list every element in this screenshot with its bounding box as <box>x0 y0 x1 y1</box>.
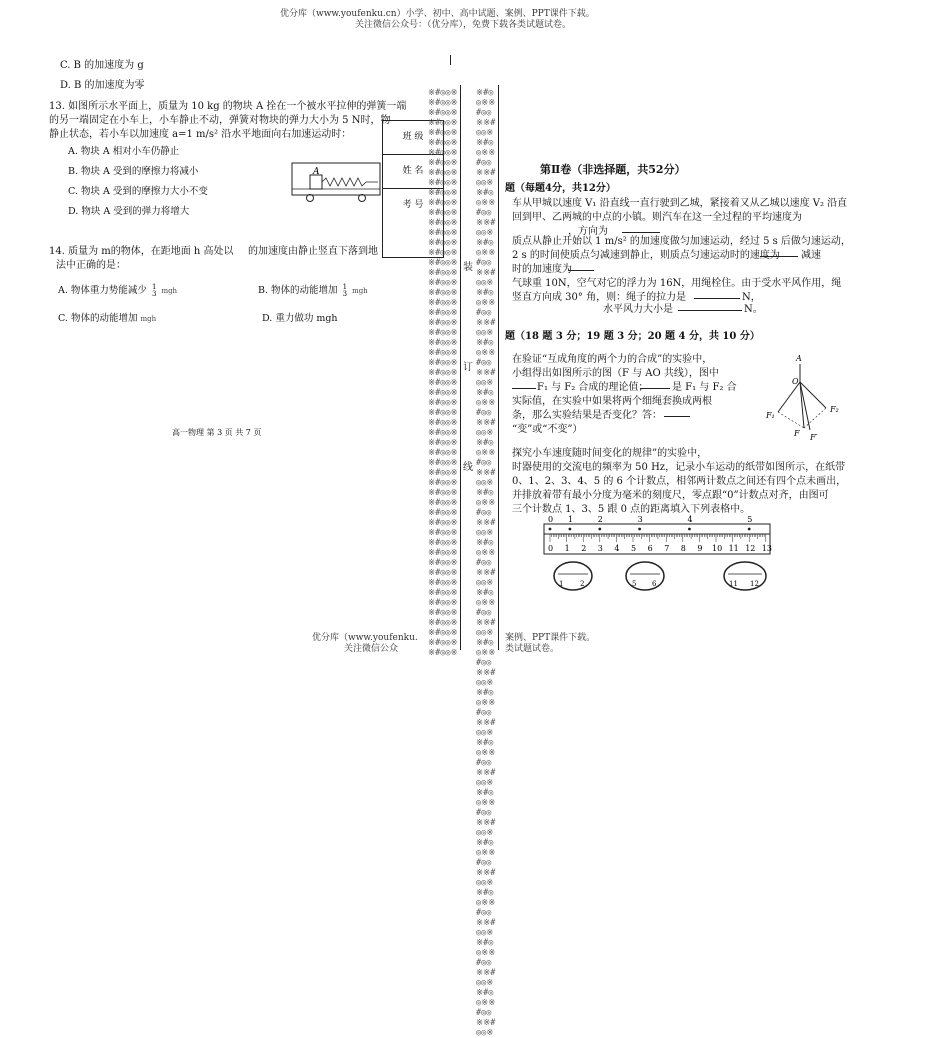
q14-line-1a: 14. 质量为 m的物体，在距地面 h 高处以 <box>49 246 234 257</box>
tape-dot <box>569 528 572 531</box>
magnifier-lenses <box>550 558 780 598</box>
s1-blank-wind[interactable] <box>678 310 742 311</box>
ruler-number: 2 <box>581 544 587 553</box>
footer-right-2: 类试题试卷。 <box>505 644 560 654</box>
s3-line-2: 时器使用的交流电的频率为 50 Hz，记录小车运动的纸带如图所示，在纸带 <box>512 462 846 473</box>
s3-line-5: 三个计数点 1、3、5 跟 0 点的距离填入下列表格中。 <box>512 504 751 515</box>
ruler-number: 6 <box>647 544 653 553</box>
tape-mark-label: 4 <box>687 515 693 524</box>
binding-strip-right: ※#◎◎※※#◎◎※※#◎◎※※#◎◎※※#◎◎※※#◎◎※※#◎◎※※#◎◎※※#◎◎※※#◎◎※※#◎◎※※#◎◎※※#◎◎※※#◎◎※※#◎◎※※#◎◎※※#◎◎※※#◎◎※※#◎◎※※#◎◎※※#◎◎※※#◎◎※※#◎◎※※#◎◎※※#◎◎※※#◎◎※※#◎◎※※#◎◎※※#◎◎※※#◎◎※※#◎◎※※#◎◎※※#◎◎※※#◎◎※※#◎◎※※#◎◎※※#◎◎※※#◎◎※※#◎◎※※#◎◎※※#◎◎※※#◎◎※※#◎◎※※#◎◎※※#◎◎※※#◎◎※※#◎◎※※#◎◎※※#◎◎※※#◎◎※※#◎◎※※#◎◎※※#◎◎※※#◎◎※※#◎◎※※#◎◎※※#◎◎※ <box>476 88 496 1038</box>
lens-3-right: 12 <box>750 580 759 588</box>
vector-f2 <box>800 382 826 408</box>
prev-option-c: C. B 的加速度为 g <box>60 60 144 71</box>
ruler-number: 11 <box>728 544 739 553</box>
wheel-left <box>307 195 314 202</box>
exam-number-field[interactable]: 考 号 <box>402 200 424 210</box>
footer-left-1: 优分库（www.youfenku. <box>312 633 418 643</box>
q13-line-2: 的另一端固定在小车上，小车静止不动，弹簧对物块的弹力大小为 5 N时，物 <box>49 115 391 126</box>
part-two-title: 第Ⅱ卷（非选择题，共52分） <box>540 163 686 176</box>
tape-mark-label: 1 <box>567 515 574 524</box>
vector-f1 <box>778 382 800 412</box>
vector-f <box>800 382 804 428</box>
s1-line-5b: 减速 <box>801 250 821 261</box>
s3-line-3: 0、1、2、3、4、5 的 6 个计数点，相邻两计数点之间还有四个点未画出， <box>512 476 847 487</box>
label-f: F <box>794 429 800 438</box>
lens-3-left: 11 <box>729 580 738 588</box>
s2-line-2: 小组得出如图所示的图（F 与 AO 共线），图中 <box>512 368 719 379</box>
name-field[interactable]: 姓 名 <box>383 155 443 189</box>
binding-tick <box>450 55 451 65</box>
s1-line-3: ，方向为 <box>568 226 608 237</box>
s2-line-3b: 是 F₁ 与 F₂ 合 <box>672 382 737 393</box>
ruler-number: 0 <box>548 544 554 553</box>
label-a: A <box>796 354 802 363</box>
ruler-number: 5 <box>631 544 637 553</box>
ruler-number: 1 <box>564 544 570 553</box>
s2-line-4: 实际值，在实验中如果将两个细绳套换成两根 <box>512 396 712 407</box>
force-diagram <box>760 352 850 444</box>
s1-blank-accel[interactable] <box>568 270 594 271</box>
tape-mark-label: 0 <box>548 515 554 524</box>
lens-1-left: 1 <box>559 580 564 588</box>
s1-line-6: 时的加速度为 <box>512 264 572 275</box>
s3-line-1: 探究小车速度随时间变化的规律”的实验中， <box>512 448 708 459</box>
ruler-number: 9 <box>697 544 703 553</box>
binding-strip-left: ※#◎◎※※#◎◎※※#◎◎※※#◎◎※※#◎◎※※#◎◎※※#◎◎※※#◎◎※※#◎◎※※#◎◎※※#◎◎※※#◎◎※※#◎◎※※#◎◎※※#◎◎※※#◎◎※※#◎◎※※#◎◎※※#◎◎※※#◎◎※※#◎◎※※#◎◎※※#◎◎※※#◎◎※※#◎◎※※#◎◎※※#◎◎※※#◎◎※※#◎◎※※#◎◎※※#◎◎※※#◎◎※※#◎◎※※#◎◎※※#◎◎※※#◎◎※※#◎◎※※#◎◎※※#◎◎※※#◎◎※※#◎◎※※#◎◎※※#◎◎※※#◎◎※※#◎◎※※#◎◎※※#◎◎※※#◎◎※※#◎◎※※#◎◎※※#◎◎※※#◎◎※※#◎◎※※#◎◎※※#◎◎※※#◎◎※※#◎◎※ <box>428 88 458 658</box>
footer-right-1: 案例、PPT课件下载。 <box>505 633 596 643</box>
label-f1: F₁ <box>766 411 775 420</box>
s2-line-6: “变”或“不变”） <box>512 424 583 435</box>
binding-mark-xian: 线 <box>463 462 473 473</box>
s2-line-3: F₁ 与 F₂ 合成的理论值； <box>537 382 649 393</box>
s1-line-8b: N， <box>742 292 761 303</box>
q14-option-c: C. 物体的动能增加 mgh <box>58 313 157 324</box>
s2-line-1: 在验证“互成角度的两个力的合成”的实验中， <box>512 354 713 365</box>
header-line-1: 优分库（www.youfenku.cn）小学、初中、高中试题、案例、PPT课件下载。 <box>280 9 595 19</box>
s2-blank-theory[interactable] <box>512 388 536 389</box>
tape-dot <box>598 528 601 531</box>
prev-option-d: D. B 的加速度为零 <box>60 80 145 91</box>
section-1-heading: 题（每题4分，共12分） <box>505 183 616 194</box>
s1-line-5: 2 s 的时间使质点匀减速到静止，则质点匀速运动时的速度为 <box>512 250 780 261</box>
block-label: A <box>313 167 320 177</box>
lens-2-right: 6 <box>652 580 657 588</box>
label-o: O <box>792 377 799 386</box>
s1-blank-tension[interactable] <box>694 298 740 299</box>
header-line-2: 关注微信公众号：（优分库），免费下载各类试题试卷。 <box>355 20 572 30</box>
tape-and-ruler <box>540 514 775 560</box>
vector-f-prime <box>800 382 810 430</box>
s2-line-5: 条，那么实验结果是否变化？答： <box>512 410 662 421</box>
s3-line-4: 并排放着带有最小分度为毫米的刻度尺，零点跟“0”计数点对齐，由图可 <box>512 490 829 501</box>
paper-tape <box>544 524 770 534</box>
ruler-number: 10 <box>712 544 723 553</box>
binding-mark-ding: 订 <box>463 362 473 373</box>
ruler-number: 12 <box>745 544 756 553</box>
label-f2: F₂ <box>830 405 839 414</box>
q13-option-b: B. 物块 A 受到的摩擦力将减小 <box>68 166 199 177</box>
section-2-heading: 题（18 题 3 分；19 题 3 分；20 题 4 分，共 10 分） <box>505 331 760 342</box>
s1-line-9b: N。 <box>744 304 763 315</box>
q13-option-a: A. 物块 A 相对小车仍静止 <box>68 146 180 157</box>
footer-left-2: 关注微信公众 <box>344 644 399 654</box>
q14-option-a: A. 物体重力势能减少 1 3 mgh <box>58 282 178 298</box>
binding-line-2 <box>498 85 499 650</box>
lens-2-left: 5 <box>632 580 637 588</box>
left-page-footer: 高一物理 第 3 页 共 7 页 <box>172 428 262 437</box>
s1-line-8: 竖直方向成 30° 角，则：绳子的拉力是 <box>512 292 687 303</box>
wheel-right <box>359 195 366 202</box>
q13-line-1: 13. 如图所示水平面上，质量为 10 kg 的物块 A 拴在一个被水平拉伸的弹簧一端 <box>49 101 407 112</box>
label-f-prime: F′ <box>810 433 818 442</box>
s1-line-1: 车从甲城以速度 V₁ 沿直线一直行驶到乙城，紧接着又从乙城以速度 V₂ 沿直 <box>512 198 848 209</box>
ruler-number: 8 <box>680 544 686 553</box>
tape-dot <box>748 528 751 531</box>
s1-line-9: 水平风力大小是 <box>603 304 673 315</box>
block-a <box>310 175 322 189</box>
lens-1-right: 2 <box>580 580 585 588</box>
tape-dot <box>638 528 641 531</box>
spring <box>322 178 378 186</box>
binding-line-1 <box>460 85 461 650</box>
q13-option-d: D. 物块 A 受到的弹力将增大 <box>68 206 190 217</box>
ruler-number: 7 <box>664 544 670 553</box>
q13-cart-figure <box>290 155 385 203</box>
q13-option-c: C. 物块 A 受到的摩擦力大小不变 <box>68 186 208 197</box>
q14-line-1b: 的加速度由静止竖直下落到地 <box>248 246 378 257</box>
ruler-number: 13 <box>761 544 772 553</box>
s2-blank-answer[interactable] <box>664 416 690 417</box>
tape-dot <box>549 528 552 531</box>
s2-blank-actual[interactable] <box>640 388 670 389</box>
q14-option-b: B. 物体的动能增加 1 3 mgh <box>258 282 368 298</box>
s1-line-7: 气球重 10N，空气对它的浮力为 16N，用绳栓住。由于受水平风作用，绳 <box>512 278 842 289</box>
s1-line-4: 质点从静止开始以 1 m/s² 的加速度做匀加速运动，经过 5 s 后做匀速运动， <box>512 236 851 247</box>
q14-option-d: D. 重力做功 mgh <box>262 313 338 324</box>
class-field[interactable]: 班 级 <box>383 121 443 155</box>
tape-mark-label: 2 <box>597 515 603 524</box>
s1-blank-speed[interactable] <box>760 256 798 257</box>
binding-mark-zhuang: 装 <box>463 262 473 273</box>
s1-line-2: 回到甲、乙两城的中点的小镇。则汽车在这一全过程的平均速度为 <box>512 212 802 223</box>
tape-mark-label: 5 <box>747 515 753 524</box>
q14-line-2: 法中正确的是： <box>56 260 126 271</box>
tape-dot <box>688 528 691 531</box>
q13-line-3: 静止状态，若小车以加速度 a=1 m/s² 沿水平地面向右加速运动时： <box>49 129 352 140</box>
tape-mark-label: 3 <box>637 515 643 524</box>
ruler-number: 3 <box>597 544 603 553</box>
ruler-number: 4 <box>614 544 620 553</box>
